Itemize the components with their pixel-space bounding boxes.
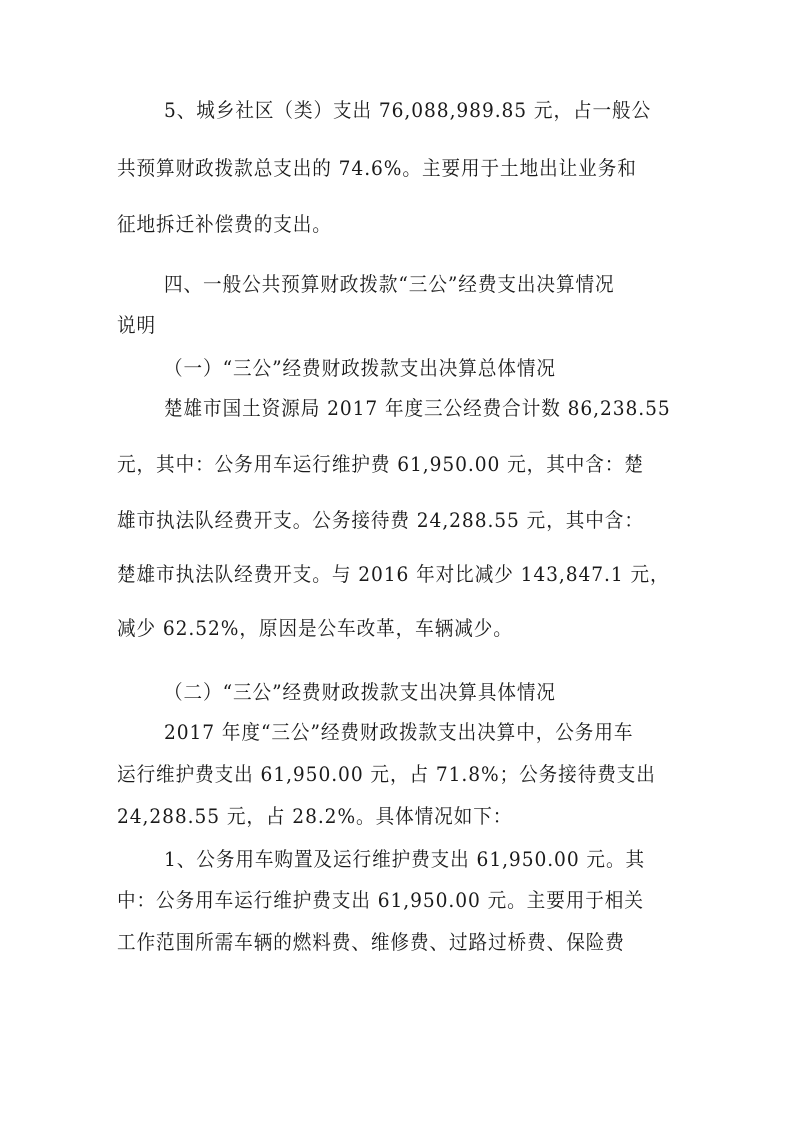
paragraph-text-line: 楚雄市国土资源局 2017 年度三公经费合计数 86,238.55 <box>164 396 671 420</box>
section-heading: 说明 <box>117 313 157 337</box>
paragraph-text-line: 雄市执法队经费开支。公务接待费 24,288.55 元，其中含： <box>117 508 644 532</box>
section-heading: 四、一般公共预算财政拨款“三公”经费支出决算情况 <box>164 272 615 296</box>
paragraph-text-line: 运行维护费支出 61,950.00 元，占 71.8%；公务接待费支出 <box>117 762 656 786</box>
paragraph-text-line: 征地拆迁补偿费的支出。 <box>117 212 332 236</box>
subsection-heading: （二）“三公”经费财政拨款支出决算具体情况 <box>164 680 556 704</box>
paragraph-text-line: 2017 年度“三公”经费财政拨款支出决算中，公务用车 <box>164 720 634 744</box>
subsection-heading: （一）“三公”经费财政拨款支出决算总体情况 <box>164 356 556 380</box>
paragraph-text-line: 5、城乡社区（类）支出 76,088,989.85 元，占一般公 <box>164 98 652 122</box>
paragraph-text-line: 元，其中：公务用车运行维护费 61,950.00 元，其中含：楚 <box>117 452 644 476</box>
paragraph-text-line: 减少 62.52%，原因是公车改革，车辆减少。 <box>117 616 513 640</box>
paragraph-text-line: 24,288.55 元，占 28.2%。具体情况如下： <box>117 804 513 828</box>
paragraph-text-line: 中：公务用车运行维护费支出 61,950.00 元。主要用于相关 <box>117 888 644 912</box>
paragraph-text-line: 共预算财政拨款总支出的 74.6%。主要用于土地出让业务和 <box>117 156 637 180</box>
paragraph-text-line: 工作范围所需车辆的燃料费、维修费、过路过桥费、保险费 <box>117 930 625 954</box>
paragraph-text-line: 1、公务用车购置及运行维护费支出 61,950.00 元。其 <box>164 847 646 871</box>
paragraph-text-line: 楚雄市执法队经费开支。与 2016 年对比减少 143,847.1 元， <box>117 562 670 586</box>
